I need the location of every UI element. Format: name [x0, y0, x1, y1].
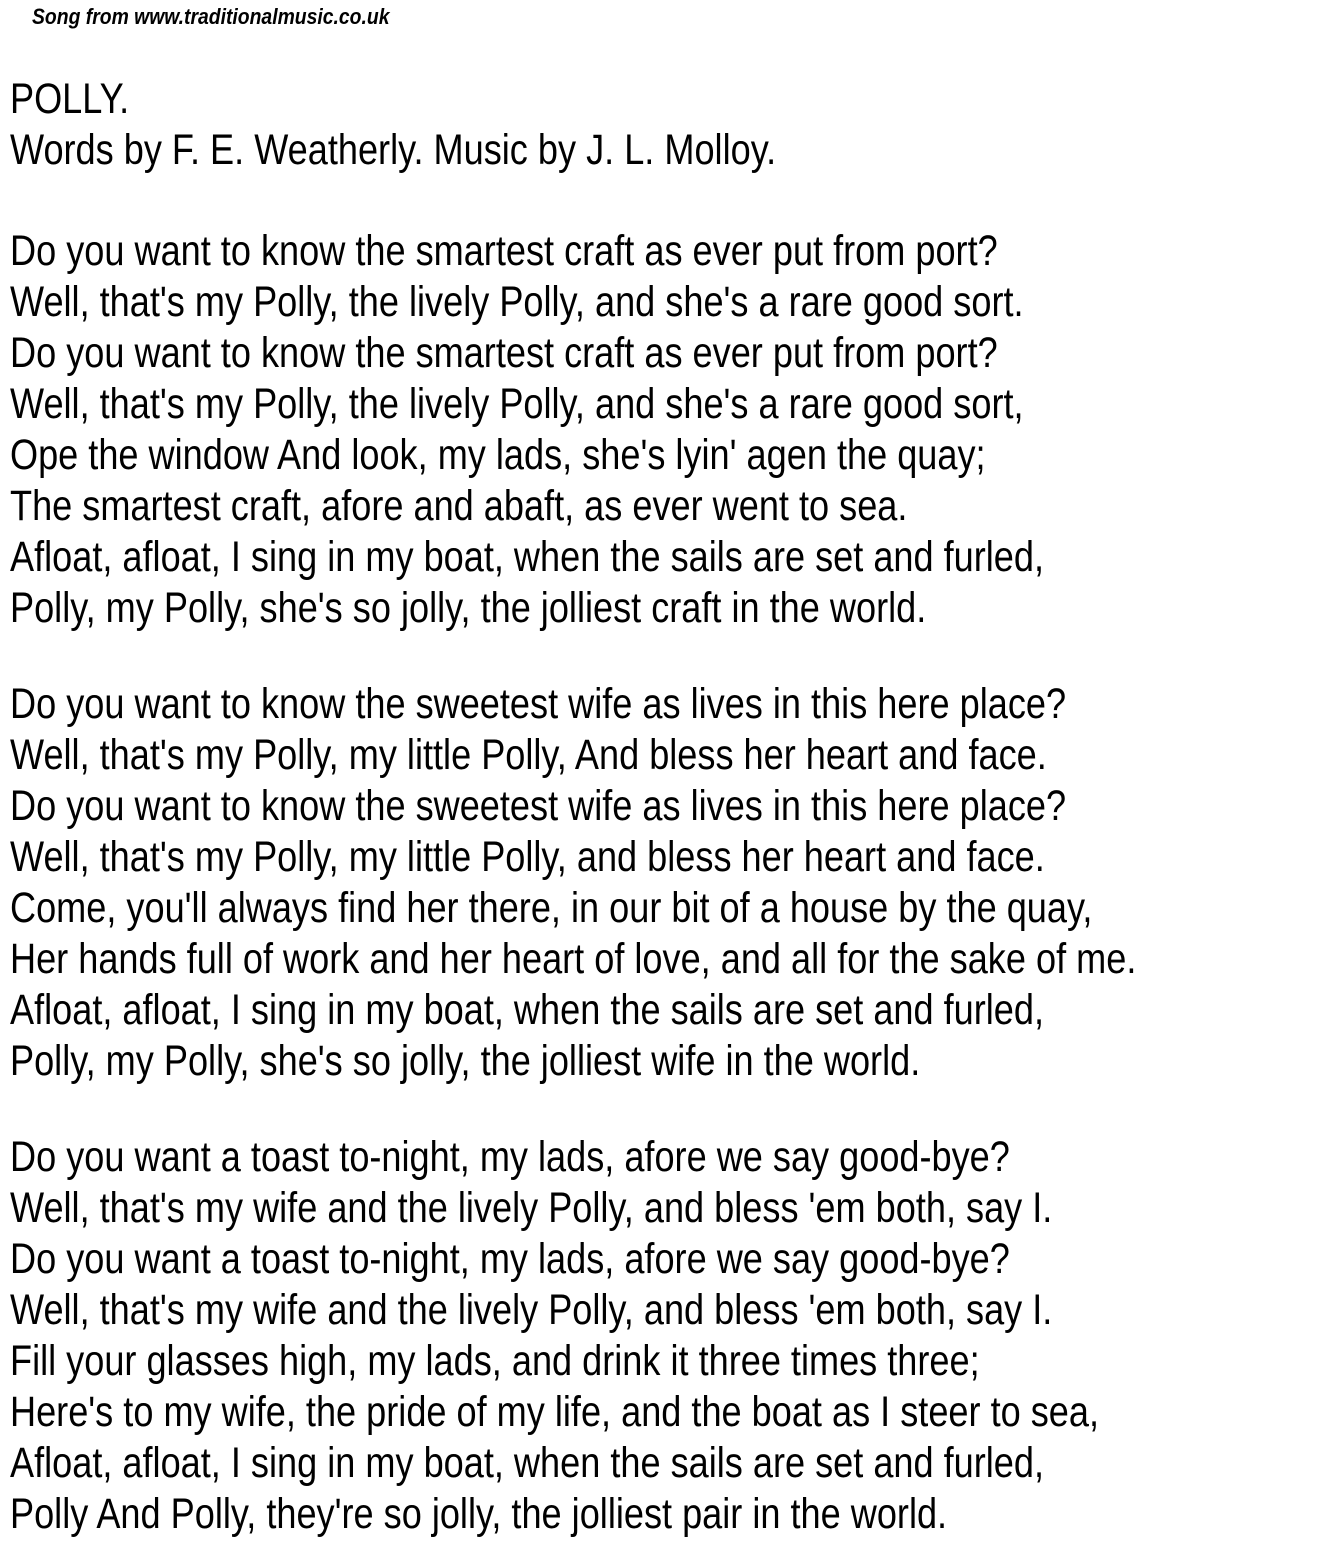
lyric-line: The smartest craft, afore and abaft, as ever went to sea. [10, 482, 908, 530]
lyric-line: Polly, my Polly, she's so jolly, the jolliest wife in the world. [10, 1037, 921, 1085]
lyric-line: Do you want to know the sweetest wife as lives in this here place? [10, 782, 1067, 830]
lyric-line: Well, that's my wife and the lively Polly, and bless 'em both, say I. [10, 1286, 1053, 1334]
lyric-line: Well, that's my Polly, the lively Polly, and she's a rare good sort, [10, 380, 1024, 428]
lyric-line: Her hands full of work and her heart of love, and all for the sake of me. [10, 935, 1137, 983]
verses [10, 226, 1320, 1540]
lyric-line: Do you want a toast to-night, my lads, afore we say good-bye? [10, 1235, 1010, 1283]
song-title: POLLY. [10, 75, 130, 123]
song [10, 74, 1320, 1540]
lyric-line: Come, you'll always find her there, in our bit of a house by the quay, [10, 884, 1093, 932]
lyric-line: Do you want to know the sweetest wife as lives in this here place? [10, 680, 1067, 728]
verse [10, 679, 1320, 1087]
lyric-line: Well, that's my Polly, the lively Polly, and she's a rare good sort. [10, 278, 1024, 326]
lyric-line: Do you want a toast to-night, my lads, afore we say good-bye? [10, 1133, 1010, 1181]
lyric-line: Polly, my Polly, she's so jolly, the jolliest craft in the world. [10, 584, 927, 632]
lyric-line: Do you want to know the smartest craft as ever put from port? [10, 227, 998, 275]
verse [10, 226, 1320, 634]
lyric-line: Ope the window And look, my lads, she's lyin' agen the quay; [10, 431, 986, 479]
song-byline: Words by F. E. Weatherly. Music by J. L. Molloy. [10, 126, 777, 174]
lyric-line: Well, that's my wife and the lively Polly, and bless 'em both, say I. [10, 1184, 1053, 1232]
lyric-line: Fill your glasses high, my lads, and drink it three times three; [10, 1337, 980, 1385]
lyric-line: Well, that's my Polly, my little Polly, and bless her heart and face. [10, 833, 1045, 881]
source-note: Song from www.traditionalmusic.co.uk [32, 4, 390, 29]
lyric-line: Well, that's my Polly, my little Polly, And bless her heart and face. [10, 731, 1047, 779]
verse [10, 1132, 1320, 1540]
lyric-line: Here's to my wife, the pride of my life, and the boat as I steer to sea, [10, 1388, 1100, 1436]
lyric-line: Afloat, afloat, I sing in my boat, when the sails are set and furled, [10, 1439, 1045, 1487]
lyric-line: Polly And Polly, they're so jolly, the jolliest pair in the world. [10, 1490, 948, 1538]
lyric-line: Afloat, afloat, I sing in my boat, when the sails are set and furled, [10, 533, 1045, 581]
lyric-line: Afloat, afloat, I sing in my boat, when the sails are set and furled, [10, 986, 1045, 1034]
lyric-line: Do you want to know the smartest craft as ever put from port? [10, 329, 998, 377]
